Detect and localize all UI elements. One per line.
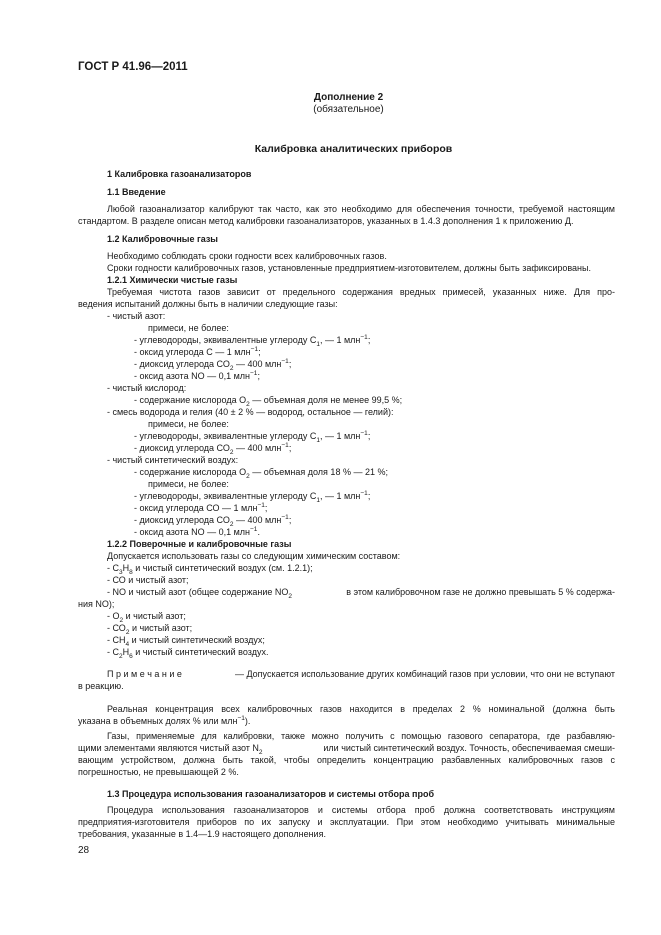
paragraph-line: Газы, применяемые для калибровки, также можно получить с помощью газового сепаратора, где разбавляю- — [107, 731, 615, 741]
list-item: - чистый азот: — [107, 311, 166, 321]
paragraph-line: погрешностью, не превышающей 2 %. — [78, 767, 239, 777]
note-continuation: в реакцию. — [78, 681, 124, 691]
section-1-2-1-heading: 1.2.1 Химически чистые газы — [107, 275, 238, 285]
section-1-2-heading: 1.2 Калибровочные газы — [107, 234, 218, 244]
list-item: - $СН_4$ и чистый синтетический воздух; — [107, 635, 265, 648]
list-subitem: - оксид углерода СО — 1 млн$^{-1}$; — [134, 502, 268, 513]
list-subitem: - углеводороды, эквивалентные углероду $С_1$, — 1 млн$^{-1}$; — [134, 490, 371, 504]
list-subitem: - углеводороды, эквивалентные углероду $С_1$, — 1 млн$^{-1}$; — [134, 430, 371, 444]
list-subitem: - оксид азота NO — 0,1 млн$^{-1}$; — [134, 370, 260, 381]
list-item: - смесь водорода и гелия (40 ± 2 % — водород, остальное — гелий): — [107, 407, 394, 417]
page-number: 28 — [78, 845, 90, 856]
paragraph-line: предприятия-изготовителя приборов по их запуску и эксплуатации. При этом необходимо учитывать минимальные — [78, 817, 615, 827]
paragraph-line: щими элементами являются чистый азот $N_2$ или чистый синтетический воздух. Точность, обеспечиваемая смеши- — [78, 743, 615, 756]
appendix-title: Дополнение 2 — [313, 92, 384, 103]
list-subitem: - диоксид углерода $СО_2$ — 400 млн$^{-1}$; — [134, 514, 292, 528]
paragraph-line: Необходимо соблюдать сроки годности всех калибровочных газов. — [107, 251, 387, 261]
standard-header: ГОСТ Р 41.96—2011 — [78, 61, 188, 73]
note: П р и м е ч а н и е — Допускается использование других комбинаций газов при условии, что они не вступают — [107, 669, 615, 679]
list-item: - $С_3Н_8$ и чистый синтетический воздух (см. 1.2.1); — [107, 563, 313, 576]
list-item-continuation: ния NO); — [78, 599, 115, 609]
list-subitem: - углеводороды, эквивалентные углероду $С_1$, — 1 млн$^{-1}$; — [134, 334, 371, 348]
paragraph-line: вающим устройством, должна быть такой, чтобы определить концентрацию разбавленных калибровочных газов с — [78, 755, 615, 765]
list-subitem: - оксид азота NO — 0,1 млн$^{-1}$. — [134, 526, 260, 537]
paragraph-line: Допускается использовать газы со следующим химическим составом: — [107, 551, 401, 561]
paragraph-line: стандартом. В разделе описан метод калибровки газоанализаторов, указанных в 1.4.3 дополнения 1 к приложению Д. — [78, 216, 574, 226]
list-subitem: примеси, не более: — [148, 419, 229, 429]
section-1-heading: 1 Калибровка газоанализаторов — [107, 169, 252, 179]
list-subitem: - содержание кислорода $О_2$ — объемная доля 18 % — 21 %; — [134, 467, 388, 480]
list-item: - чистый кислород: — [107, 383, 187, 393]
paragraph-line: Процедура использования газоанализаторов и системы отбора проб должна соответствовать инструкциям — [107, 805, 615, 815]
list-subitem: - диоксид углерода $СО_2$ — 400 млн$^{-1}$; — [134, 358, 292, 372]
paragraph-line: указана в объемных долях % или млн$^{-1}$). — [78, 715, 251, 726]
paragraph-line: требования, указанные в 1.4—1.9 настоящего дополнения. — [78, 829, 326, 839]
section-1-1-heading: 1.1 Введение — [107, 187, 166, 197]
paragraph-line: Реальная концентрация всех калибровочных газов находится в пределах 2 % номинальной (должна быть — [107, 704, 615, 714]
paragraph-line: Сроки годности калибровочных газов, установленные предприятием-изготовителем, должны быть зафиксированы. — [107, 263, 591, 273]
paragraph-line: Требуемая чистота газов зависит от предельного содержания вредных примесей, указанных ниже. Для про- — [107, 287, 615, 297]
section-1-2-2-heading: 1.2.2 Поверочные и калибровочные газы — [107, 539, 292, 549]
list-item: - СО и чистый азот; — [107, 575, 189, 585]
list-item: - NO и чистый азот (общее содержание $NO_2$ в этом калибровочном газе не должно превышать 5 % содержа- — [107, 587, 615, 600]
list-subitem: - диоксид углерода $СО_2$ — 400 млн$^{-1}$; — [134, 442, 292, 456]
section-1-3-heading: 1.3 Процедура использования газоанализаторов и системы отбора проб — [107, 789, 435, 799]
list-item: - $С_2Н_6$ и чистый синтетический воздух. — [107, 647, 269, 660]
list-item: - чистый синтетический воздух: — [107, 455, 239, 465]
list-subitem: примеси, не более: — [148, 479, 229, 489]
list-subitem: - оксид углерода С — 1 млн$^{-1}$; — [134, 346, 261, 357]
list-item: - $О_2$ и чистый азот; — [107, 611, 186, 624]
paragraph-line: Любой газоанализатор калибруют так часто, как это необходимо для обеспечения точности, требуемой настоящим — [107, 204, 615, 214]
document-title: Калибровка аналитических приборов — [254, 143, 453, 155]
paragraph-line: ведения испытаний должны быть в наличии следующие газы: — [78, 299, 338, 309]
appendix-subtitle: (обязательное) — [313, 104, 384, 115]
list-subitem: примеси, не более: — [148, 323, 229, 333]
list-item: - $СО_2$ и чистый азот; — [107, 623, 193, 636]
list-subitem: - содержание кислорода $О_2$ — объемная доля не менее 99,5 %; — [134, 395, 403, 408]
